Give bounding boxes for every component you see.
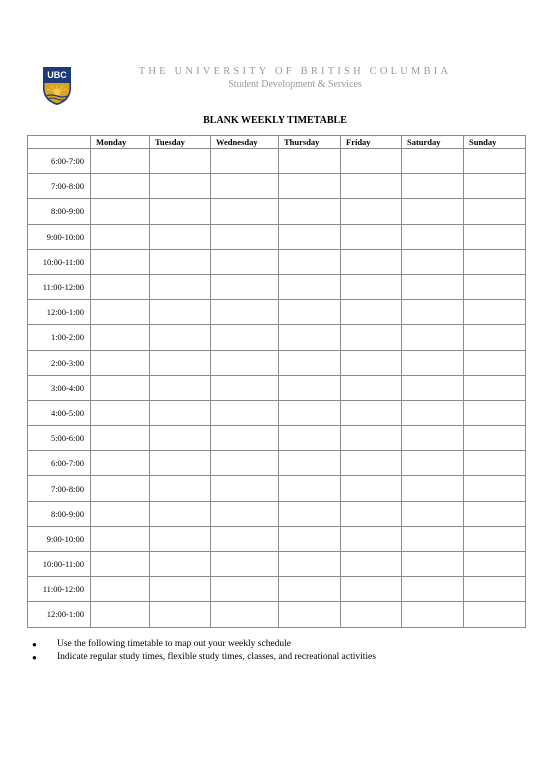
schedule-cell[interactable] — [91, 476, 150, 501]
schedule-cell[interactable] — [150, 249, 211, 274]
schedule-cell[interactable] — [279, 552, 341, 577]
schedule-cell[interactable] — [211, 577, 279, 602]
schedule-cell[interactable] — [341, 149, 402, 174]
schedule-cell[interactable] — [279, 476, 341, 501]
schedule-cell[interactable] — [211, 325, 279, 350]
schedule-cell[interactable] — [402, 300, 464, 325]
schedule-cell[interactable] — [464, 325, 526, 350]
table-row — [28, 501, 526, 526]
schedule-cell[interactable] — [211, 375, 279, 400]
schedule-cell[interactable] — [150, 552, 211, 577]
schedule-cell[interactable] — [341, 451, 402, 476]
schedule-cell[interactable] — [150, 577, 211, 602]
time-slot-label: 8:00-9:00 — [28, 501, 91, 526]
schedule-cell[interactable] — [464, 274, 526, 299]
schedule-cell[interactable] — [279, 400, 341, 425]
time-slot-label: 10:00-11:00 — [28, 249, 91, 274]
schedule-cell[interactable] — [341, 426, 402, 451]
schedule-cell[interactable] — [402, 602, 464, 627]
table-row — [28, 577, 526, 602]
schedule-cell[interactable] — [464, 199, 526, 224]
schedule-cell[interactable] — [279, 350, 341, 375]
schedule-cell[interactable] — [464, 300, 526, 325]
day-header-monday: Monday — [91, 136, 150, 149]
schedule-cell[interactable] — [91, 350, 150, 375]
schedule-cell[interactable] — [150, 451, 211, 476]
schedule-cell[interactable] — [211, 149, 279, 174]
schedule-cell[interactable] — [402, 501, 464, 526]
schedule-cell[interactable] — [341, 375, 402, 400]
schedule-cell[interactable] — [279, 300, 341, 325]
corner-cell — [28, 136, 91, 149]
schedule-cell[interactable] — [211, 426, 279, 451]
schedule-cell[interactable] — [464, 400, 526, 425]
list-item — [32, 651, 376, 664]
table-row — [28, 552, 526, 577]
schedule-cell[interactable] — [91, 149, 150, 174]
schedule-cell[interactable] — [150, 501, 211, 526]
table-row — [28, 426, 526, 451]
table-row — [28, 400, 526, 425]
schedule-cell[interactable] — [464, 350, 526, 375]
bullet-icon: ● — [32, 640, 37, 649]
schedule-cell[interactable] — [211, 199, 279, 224]
schedule-cell[interactable] — [279, 174, 341, 199]
time-slot-label: 5:00-6:00 — [28, 426, 91, 451]
schedule-cell[interactable] — [402, 199, 464, 224]
time-slot-label: 9:00-10:00 — [28, 224, 91, 249]
schedule-cell[interactable] — [341, 476, 402, 501]
schedule-cell[interactable] — [402, 274, 464, 299]
time-slot-label: 6:00-7:00 — [28, 149, 91, 174]
schedule-cell[interactable] — [402, 400, 464, 425]
table-row — [28, 350, 526, 375]
schedule-cell[interactable] — [150, 274, 211, 299]
schedule-cell[interactable] — [279, 426, 341, 451]
schedule-cell[interactable] — [211, 476, 279, 501]
schedule-cell[interactable] — [279, 501, 341, 526]
schedule-cell[interactable] — [341, 552, 402, 577]
schedule-cell[interactable] — [279, 199, 341, 224]
schedule-cell[interactable] — [150, 602, 211, 627]
schedule-cell[interactable] — [91, 400, 150, 425]
schedule-cell[interactable] — [464, 552, 526, 577]
time-slot-label: 9:00-10:00 — [28, 526, 91, 551]
table-row — [28, 224, 526, 249]
schedule-cell[interactable] — [341, 325, 402, 350]
schedule-cell[interactable] — [402, 451, 464, 476]
schedule-cell[interactable] — [464, 602, 526, 627]
schedule-cell[interactable] — [91, 501, 150, 526]
schedule-cell[interactable] — [402, 149, 464, 174]
time-slot-label: 2:00-3:00 — [28, 350, 91, 375]
schedule-cell[interactable] — [211, 602, 279, 627]
table-row — [28, 199, 526, 224]
schedule-cell[interactable] — [150, 325, 211, 350]
schedule-cell[interactable] — [150, 350, 211, 375]
schedule-cell[interactable] — [150, 476, 211, 501]
day-header-sunday: Sunday — [464, 136, 526, 149]
schedule-cell[interactable] — [279, 577, 341, 602]
instructions-list — [32, 638, 376, 664]
table-row — [28, 375, 526, 400]
schedule-cell[interactable] — [341, 274, 402, 299]
schedule-cell[interactable] — [279, 249, 341, 274]
schedule-cell[interactable] — [464, 476, 526, 501]
time-slot-label: 7:00-8:00 — [28, 174, 91, 199]
schedule-cell[interactable] — [91, 300, 150, 325]
table-row — [28, 300, 526, 325]
time-slot-label: 1:00-2:00 — [28, 325, 91, 350]
weekly-timetable — [27, 135, 526, 628]
university-name: THE UNIVERSITY OF BRITISH COLUMBIA — [138, 66, 452, 77]
day-header-wednesday: Wednesday — [211, 136, 279, 149]
schedule-cell[interactable] — [211, 249, 279, 274]
schedule-cell[interactable] — [402, 577, 464, 602]
schedule-cell[interactable] — [91, 274, 150, 299]
schedule-cell[interactable] — [150, 426, 211, 451]
schedule-cell[interactable] — [211, 552, 279, 577]
document-title: BLANK WEEKLY TIMETABLE — [203, 115, 347, 126]
table-row — [28, 274, 526, 299]
schedule-cell[interactable] — [211, 501, 279, 526]
schedule-cell[interactable] — [150, 174, 211, 199]
time-slot-label: 8:00-9:00 — [28, 199, 91, 224]
schedule-cell[interactable] — [211, 350, 279, 375]
time-slot-label: 11:00-12:00 — [28, 577, 91, 602]
table-row — [28, 476, 526, 501]
schedule-cell[interactable] — [341, 199, 402, 224]
schedule-cell[interactable] — [150, 224, 211, 249]
day-header-friday: Friday — [341, 136, 402, 149]
schedule-cell[interactable] — [91, 602, 150, 627]
time-slot-label: 11:00-12:00 — [28, 274, 91, 299]
schedule-cell[interactable] — [150, 375, 211, 400]
day-header-thursday: Thursday — [279, 136, 341, 149]
schedule-cell[interactable] — [464, 526, 526, 551]
table-row — [28, 325, 526, 350]
schedule-cell[interactable] — [341, 224, 402, 249]
schedule-cell[interactable] — [91, 249, 150, 274]
schedule-cell[interactable] — [402, 325, 464, 350]
schedule-cell[interactable] — [341, 577, 402, 602]
schedule-cell[interactable] — [341, 501, 402, 526]
schedule-cell[interactable] — [464, 174, 526, 199]
schedule-cell[interactable] — [464, 249, 526, 274]
time-slot-label: 12:00-1:00 — [28, 602, 91, 627]
day-header-tuesday: Tuesday — [150, 136, 211, 149]
schedule-cell[interactable] — [341, 350, 402, 375]
schedule-cell[interactable] — [91, 224, 150, 249]
schedule-cell[interactable] — [464, 375, 526, 400]
schedule-cell[interactable] — [91, 577, 150, 602]
schedule-cell[interactable] — [279, 224, 341, 249]
schedule-cell[interactable] — [279, 325, 341, 350]
schedule-cell[interactable] — [402, 526, 464, 551]
schedule-cell[interactable] — [211, 526, 279, 551]
schedule-cell[interactable] — [464, 426, 526, 451]
schedule-cell[interactable] — [402, 174, 464, 199]
schedule-cell[interactable] — [279, 274, 341, 299]
table-row — [28, 451, 526, 476]
schedule-cell[interactable] — [211, 274, 279, 299]
schedule-cell[interactable] — [150, 300, 211, 325]
schedule-cell[interactable] — [402, 249, 464, 274]
schedule-cell[interactable] — [464, 501, 526, 526]
table-row — [28, 174, 526, 199]
table-row — [28, 149, 526, 174]
day-header-saturday: Saturday — [402, 136, 464, 149]
schedule-cell[interactable] — [341, 174, 402, 199]
schedule-cell[interactable] — [91, 199, 150, 224]
schedule-cell[interactable] — [341, 400, 402, 425]
schedule-cell[interactable] — [91, 174, 150, 199]
schedule-cell[interactable] — [341, 300, 402, 325]
note-text: Indicate regular study times, flexible study times, classes, and recreational activities — [57, 652, 376, 662]
schedule-cell[interactable] — [91, 526, 150, 551]
schedule-cell[interactable] — [211, 174, 279, 199]
schedule-cell[interactable] — [150, 149, 211, 174]
schedule-cell[interactable] — [279, 602, 341, 627]
bullet-icon: ● — [32, 653, 37, 662]
schedule-cell[interactable] — [279, 149, 341, 174]
list-item — [32, 638, 376, 651]
schedule-cell[interactable] — [464, 149, 526, 174]
logo-text: UBC — [47, 70, 67, 80]
schedule-cell[interactable] — [91, 426, 150, 451]
time-slot-label: 4:00-5:00 — [28, 400, 91, 425]
time-slot-label: 10:00-11:00 — [28, 552, 91, 577]
time-slot-label: 3:00-4:00 — [28, 375, 91, 400]
header-row — [28, 136, 526, 149]
schedule-cell[interactable] — [341, 526, 402, 551]
schedule-cell[interactable] — [150, 199, 211, 224]
department-name: Student Development & Services — [228, 79, 362, 90]
schedule-cell[interactable] — [211, 451, 279, 476]
table-row — [28, 526, 526, 551]
schedule-cell[interactable] — [279, 526, 341, 551]
schedule-cell[interactable] — [150, 526, 211, 551]
time-slot-label: 12:00-1:00 — [28, 300, 91, 325]
schedule-cell[interactable] — [91, 451, 150, 476]
schedule-cell[interactable] — [211, 224, 279, 249]
schedule-cell[interactable] — [211, 400, 279, 425]
note-text: Use the following timetable to map out your weekly schedule — [57, 639, 292, 649]
time-slot-label: 6:00-7:00 — [28, 451, 91, 476]
table-row — [28, 249, 526, 274]
schedule-cell[interactable] — [279, 375, 341, 400]
schedule-cell[interactable] — [91, 375, 150, 400]
schedule-cell[interactable] — [402, 476, 464, 501]
schedule-cell[interactable] — [464, 577, 526, 602]
schedule-cell[interactable] — [150, 400, 211, 425]
schedule-cell[interactable] — [279, 451, 341, 476]
schedule-cell[interactable] — [402, 552, 464, 577]
schedule-cell[interactable] — [402, 426, 464, 451]
schedule-cell[interactable] — [402, 224, 464, 249]
schedule-cell[interactable] — [464, 224, 526, 249]
schedule-cell[interactable] — [211, 300, 279, 325]
table-row — [28, 602, 526, 627]
schedule-cell[interactable] — [341, 602, 402, 627]
schedule-cell[interactable] — [402, 350, 464, 375]
schedule-cell[interactable] — [464, 451, 526, 476]
schedule-cell[interactable] — [341, 249, 402, 274]
time-slot-label: 7:00-8:00 — [28, 476, 91, 501]
schedule-cell[interactable] — [91, 325, 150, 350]
schedule-cell[interactable] — [402, 375, 464, 400]
schedule-cell[interactable] — [91, 552, 150, 577]
